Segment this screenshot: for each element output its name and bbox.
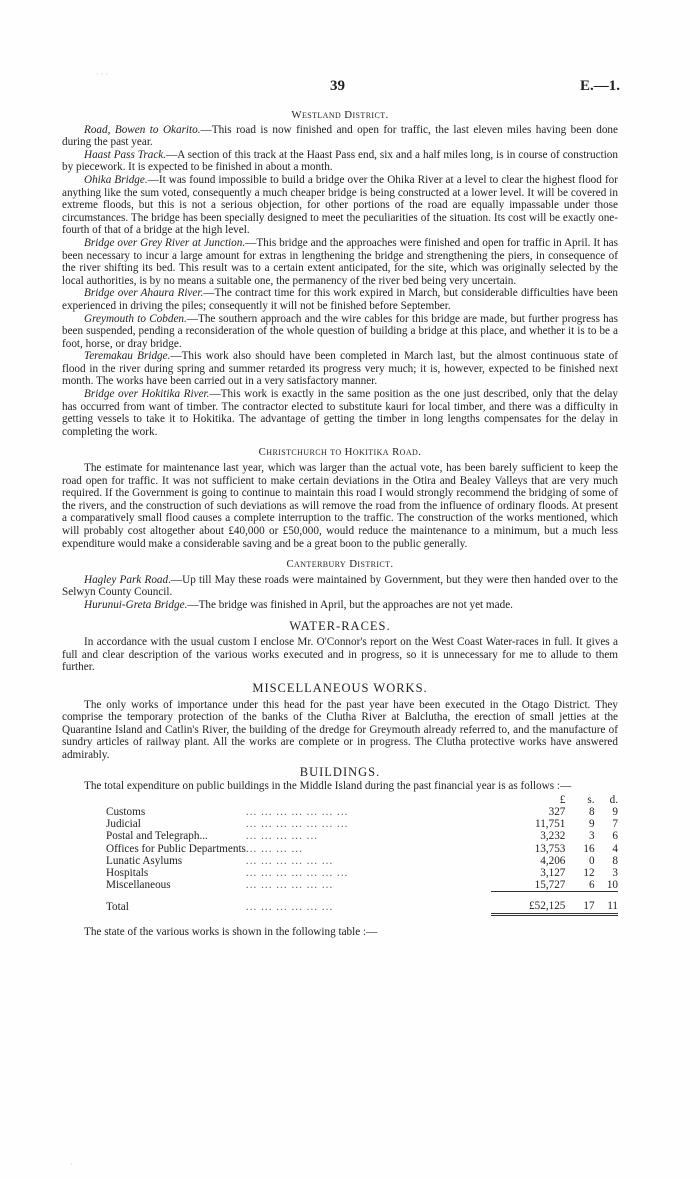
buildings-outro: The state of the various works is shown in the following table :— (84, 925, 378, 938)
para-title: Ohika Bridge. (84, 173, 148, 186)
row-leader-dots: ... ... ... ... (245, 842, 303, 855)
row-label: Offices for Public Departments (106, 842, 246, 855)
christchurch-para: The estimate for maintenance last year, which was larger than the actual vote, has been barely sufficient to keep the road open for traffic. It was not sufficient to make certain deviations in the Otira and Bealey Valleys that are very much required. If the Government is going to continue to maintain this road I would strongly recommend the bridging of some of the rivers, and the construction of such deviations as will remove the road from the influence of ordinary floods. At present a comparatively small flood causes a complete interruption to the traffic. The construction of the works mentioned, which will probably cost altogether about £40,000 or £50,000, would reduce the maintenance to a minimum, but a much less expenditure would make a considerable saving and be a great boon to the public generally. (62, 462, 618, 550)
canterbury-para (62, 574, 618, 599)
row-label: Hospitals (106, 866, 149, 879)
para-text: —This work is exactly in the same position as the one just described, only that the delay has occurred from want of timber. The contractor elected to substitute kauri for local timber, and there was a difficulty in getting vessels to take it to Hokitika. The advantage of getting the timber in long lengths compensates for the delay in completing the work. (62, 388, 618, 438)
table-total-row (106, 892, 618, 914)
para-text: —The bridge was finished in April, but the approaches are not yet made. (187, 598, 513, 611)
section-heading-buildings: BUILDINGS. (299, 764, 381, 779)
paper-mark: · · · (96, 70, 108, 79)
section-heading-misc-works: MISCELLANEOUS WORKS. (252, 680, 428, 695)
row-pence: 10 (606, 879, 618, 892)
row-shillings: 16 (583, 842, 595, 855)
row-shillings: 0 (588, 854, 595, 867)
para-text: —This work also should have been completed in March last, but the almost continuous state of flood in the river during spring and summer retarded its progress very much; it is, however, expected to be finished next month. The works have been carried out in a very satisfactory manner. (62, 350, 618, 388)
total-pounds: £52,125 (491, 892, 565, 914)
row-leader-dots: ... ... ... ... ... ... (245, 854, 334, 867)
section-heading-westland: Westland District. (291, 109, 389, 121)
row-pounds: 13,753 (534, 842, 566, 855)
westland-para (62, 313, 618, 351)
row-label: Miscellaneous (106, 879, 171, 892)
para-text: .—Up till May these roads were maintained by Government, but they were then handed over to the Selwyn County Council. (62, 573, 618, 599)
table-header-row (106, 794, 618, 806)
row-shillings: 12 (583, 866, 595, 879)
para-text: —The contract time for this work expired in March, but considerable difficulties have been experienced in driving the piles; consequently it will not be finished before September. (62, 287, 618, 312)
total-leader-dots: ... ... ... ... ... ... (245, 900, 334, 913)
para-title: Hagley Park Road (84, 573, 169, 586)
col-header-shillings: s. (587, 793, 595, 806)
para-text: —This road is now finished and open for traffic, the last eleven miles having been done during the past year. (62, 123, 618, 149)
row-pence: 3 (612, 866, 618, 879)
para-text: —This bridge and the approaches were finished and open for traffic in April. It has been necessary to incur a large amount for extras in lengthening the bridge and strengthening the piers, in consequence of the river shifting its bed. This result was to a certain extent anticipated, for the site, which was originally selected by the local authorities, is by no means a suitable one, the permanency of the river bed being very uncertain. (62, 236, 618, 287)
row-pounds: 15,727 (534, 879, 566, 892)
para-title: Greymouth to Cobden. (84, 312, 187, 325)
westland-para (62, 237, 618, 287)
table-row (106, 855, 618, 867)
section-heading-water-races: WATER-RACES. (289, 618, 391, 633)
section-heading-christchurch: Christchurch to Hokitika Road. (258, 446, 422, 459)
para-title: Bridge over Ahaura River. (84, 287, 204, 300)
westland-para (62, 149, 618, 174)
row-pence: 6 (612, 830, 618, 843)
para-title: Haast Pass Track. (84, 148, 167, 161)
canterbury-para (62, 599, 618, 612)
table-row (106, 830, 618, 842)
row-leader-dots: ... ... ... ... ... ... (245, 879, 334, 892)
westland-para (62, 350, 618, 388)
westland-para (62, 287, 618, 312)
para-title: Road, Bowen to Okarito. (84, 123, 201, 136)
row-pounds: 11,751 (535, 818, 566, 831)
document-reference: E.—1. (579, 78, 620, 94)
page-header (62, 78, 618, 100)
total-pence: 11 (595, 892, 618, 914)
total-label: Total (106, 900, 129, 913)
row-leader-dots: ... ... ... ... ... ... ... (245, 818, 349, 831)
row-shillings: 6 (588, 879, 595, 892)
westland-para (62, 174, 618, 237)
westland-para (62, 388, 618, 438)
table-row (106, 843, 618, 855)
total-shillings: 17 (565, 892, 594, 914)
row-pounds: 327 (548, 805, 566, 818)
row-label: Judicial (106, 818, 141, 831)
col-header-pounds: £ (559, 793, 566, 806)
row-label: Customs (106, 805, 146, 818)
para-title: Bridge over Hokitika River. (84, 388, 210, 401)
row-pence: 8 (612, 854, 618, 867)
page-number: 39 (330, 78, 345, 94)
row-shillings: 9 (588, 818, 595, 831)
row-leader-dots: ... ... ... ... ... (245, 830, 319, 843)
col-header-pence: d. (609, 793, 618, 806)
row-pence: 9 (612, 805, 618, 818)
table-row (106, 806, 618, 818)
row-pence: 4 (612, 842, 618, 855)
row-shillings: 8 (588, 805, 595, 818)
row-label: Lunatic Asylums (106, 854, 183, 867)
row-shillings: 3 (588, 830, 595, 843)
table-row (106, 867, 618, 879)
water-races-para: In accordance with the usual custom I enclose Mr. O'Connor's report on the West Coast Water-races in full. It gives a full and clear description of the various works executed and in progress, so it is unnecessary for me to allude to them further. (62, 636, 618, 674)
row-pence: 7 (612, 818, 618, 831)
para-title: Teremakau Bridge. (84, 350, 171, 363)
para-text: —A section of this track at the Haast Pass end, six and a half miles long, is in course of construction by piecework. It is expected to be finished in about a month. (62, 148, 618, 174)
table-row (106, 818, 618, 830)
para-text: —The southern approach and the wire cables for this bridge are made, but further progress has been suspended, pending a reconsideration of the whole question of building a bridge at this place, and whether it is to be a foot, horse, or dray bridge. (62, 312, 619, 350)
paper-mark: · (70, 1160, 73, 1169)
para-title: Hurunui-Greta Bridge. (84, 598, 188, 611)
page-body (62, 109, 618, 938)
buildings-intro: The total expenditure on public buildings in the Middle Island during the past financial year is as follows :— (84, 780, 572, 793)
section-heading-canterbury: Canterbury District. (286, 558, 394, 571)
expenditure-table (106, 794, 618, 916)
row-leader-dots: ... ... ... ... ... ... ... (245, 805, 349, 818)
westland-para (62, 124, 618, 149)
row-pounds: 3,232 (540, 830, 566, 843)
para-title: Bridge over Grey River at Junction. (84, 236, 246, 249)
row-label: Postal and Telegraph... (106, 830, 208, 843)
row-leader-dots: ... ... ... ... ... ... ... (245, 866, 349, 879)
para-text: —It was found impossible to build a bridge over the Ohika River at a level to clear the highest flood for anything like the sum voted, consequently a much cheaper bridge is being constructed at a lower level. It will be covered in extreme floods, but this is not a serious objection, for other portions of the road are equally impassable under those circumstances. The bridge has been specially designed to meet the peculiarities of the situation. Its cost will be exactly one-fourth of that of a bridge at the high level. (62, 173, 618, 237)
row-pounds: 4,206 (540, 854, 566, 867)
misc-works-para: The only works of importance under this head for the past year have been executed in the Otago District. They comprise the temporary protection of the banks of the Clutha River at Balclutha, the erection of small jetties at the Quarantine Island and Catlin's River, the building of the dredge for Greymouth already referred to, and the manufacture of sundry articles of railway plant. All the works are complete or in progress. The Clutha protective works have answered admirably. (62, 698, 618, 761)
row-pounds: 3,127 (540, 866, 566, 879)
table-row (106, 879, 618, 892)
